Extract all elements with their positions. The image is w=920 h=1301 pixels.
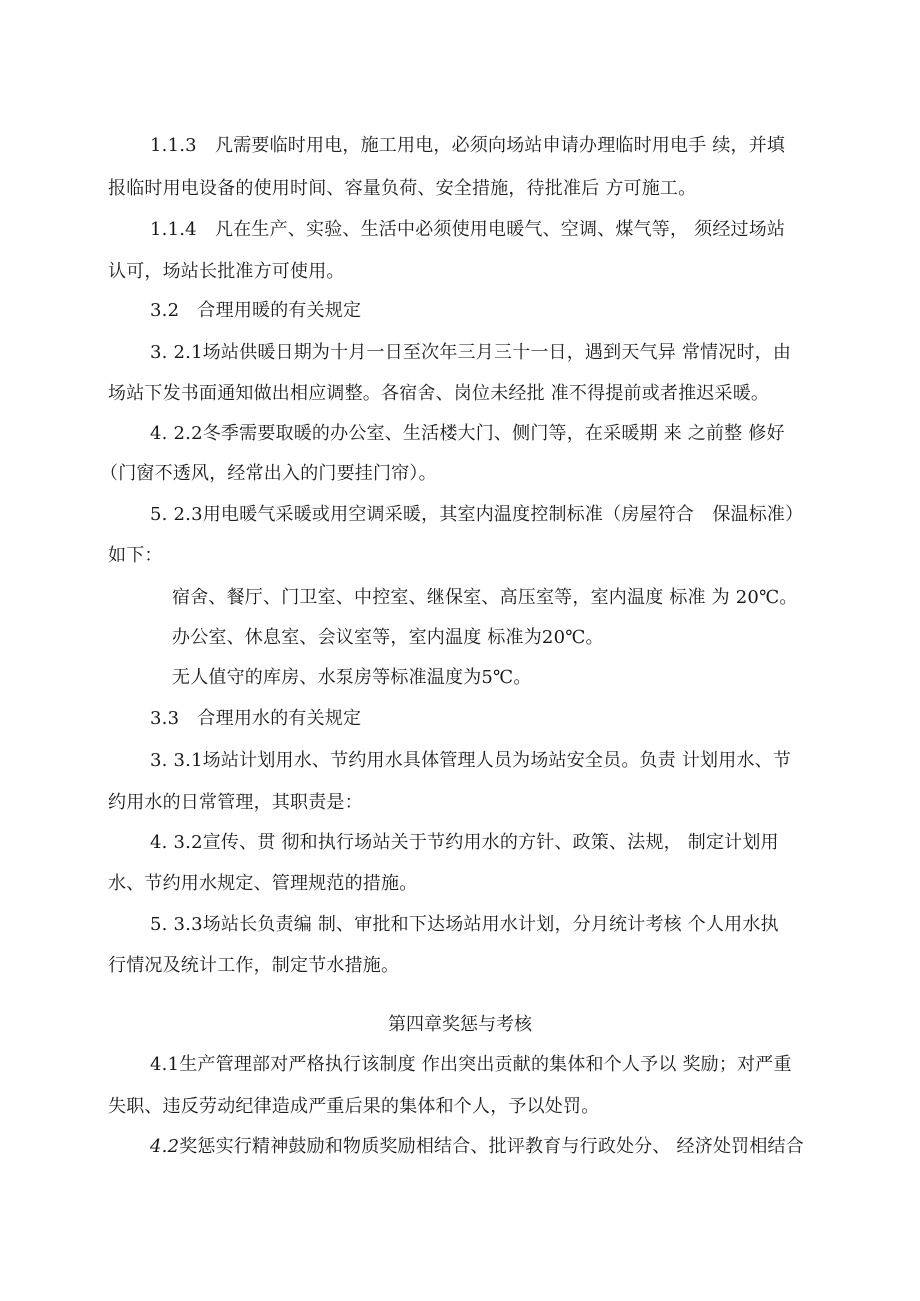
section-3-3-heading: 3.3 合理用水的有关规定 bbox=[150, 708, 362, 729]
clause-3-2-3-line-1: 5. 2.3用电暖气采暖或用空调采暖，其室内温度控制标准（房屋符合 保温标准） bbox=[150, 504, 804, 525]
clause-3-3-3-line-2: 行情况及统计工作，制定节水措施。 bbox=[108, 955, 400, 976]
clause-4-2-number: 4.2 bbox=[150, 1136, 180, 1157]
temperature-standard-office: 办公室、休息室、会议室等，室内温度 标准为20℃。 bbox=[172, 627, 604, 648]
clause-3-3-2-line-2: 水、节约用水规定、管理规范的措施。 bbox=[108, 873, 418, 894]
clause-1-1-3-line-2: 报临时用电设备的使用时间、容量负荷、安全措施，待批准后 方可施工。 bbox=[108, 178, 697, 199]
clause-1-1-3-line-1: 1.1.3 凡需要临时用电，施工用电，必须向场站申请办理临时用电手 续，并填 bbox=[150, 135, 786, 156]
clause-3-2-1-line-2: 场站下发书面通知做出相应调整。各宿舍、岗位未经批 准不得提前或者推迟采暖。 bbox=[108, 383, 770, 404]
clause-3-3-2-line-1: 4. 3.2宣传、贯 彻和执行场站关于节约用水的方针、政策、法规， 制定计划用 bbox=[150, 832, 779, 853]
temperature-standard-storage: 无人值守的库房、水泵房等标准温度为5℃。 bbox=[172, 667, 532, 688]
clause-4-2-line-1 bbox=[150, 1134, 804, 1160]
clause-4-1-line-2: 失职、违反劳动纪律造成严重后果的集体和个人，予以处罚。 bbox=[108, 1096, 600, 1117]
clause-1-1-4-line-2: 认可，场站长批准方可使用。 bbox=[108, 261, 345, 282]
clause-4-1-line-1: 4.1生产管理部对严格执行该制度 作出突出贡献的集体和个人予以 奖励；对严重 bbox=[150, 1054, 792, 1075]
clause-3-3-3-line-1: 5. 3.3场站长负责编 制、审批和下达场站用水计划，分月统计考核 个人用水执 bbox=[150, 914, 779, 935]
chapter-4-heading: 第四章奖惩与考核 bbox=[388, 1014, 532, 1035]
clause-4-2-text: 奖惩实行精神鼓励和物质奖励相结合、批评教育与行政处分、 经济处罚相结合 bbox=[179, 1136, 804, 1157]
clause-3-2-1-line-1: 3. 2.1场站供暖日期为十月一日至次年三月三十一日，遇到天气异 常情况时，由 bbox=[150, 342, 792, 363]
clause-3-2-3-line-2: 如下： bbox=[108, 545, 163, 566]
clause-3-3-1-line-2: 约用水的日常管理，其职责是： bbox=[108, 792, 363, 813]
section-3-2-heading: 3.2 合理用暖的有关规定 bbox=[150, 300, 362, 321]
clause-3-3-1-line-1: 3. 3.1场站计划用水、节约用水具体管理人员为场站安全员。负责 计划用水、节 bbox=[150, 750, 792, 771]
clause-3-2-2-line-1: 4. 2.2冬季需要取暖的办公室、生活楼大门、侧门等，在采暖期 来 之前整 修好 bbox=[150, 423, 785, 444]
temperature-standard-dormitory: 宿舍、餐厅、门卫室、中控室、继保室、高压室等，室内温度 标准 为 20℃。 bbox=[172, 587, 798, 608]
clause-1-1-4-line-1: 1.1.4 凡在生产、实验、生活中必须使用电暖气、空调、煤气等， 须经过场站 bbox=[150, 219, 786, 240]
clause-3-2-2-line-2: （门窗不透风，经常出入的门要挂门帘）。 bbox=[100, 463, 437, 484]
